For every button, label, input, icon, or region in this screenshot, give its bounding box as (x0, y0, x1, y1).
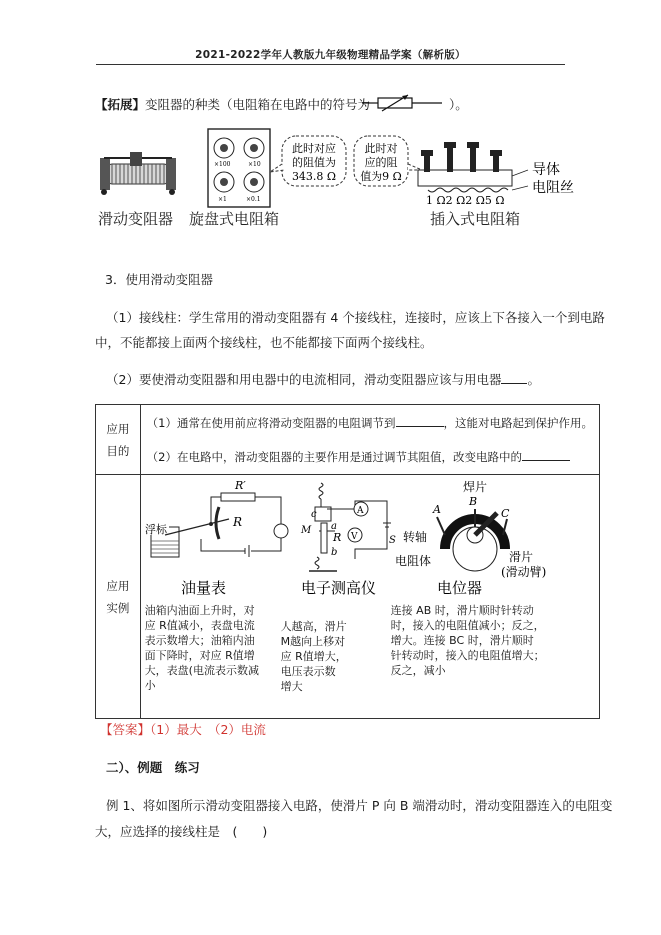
section3-heading: 3．使用滑动变阻器 (105, 272, 213, 287)
height-voltmeter: V (350, 532, 358, 542)
bubble1-line2: 的阻值为 (292, 156, 336, 169)
section3-p2-after: 。 (527, 372, 540, 387)
expand-tag: 【拓展】 (95, 97, 146, 112)
bubble2-line2: 应的阻 (364, 156, 398, 169)
label-examples: 应用 实例 (96, 475, 141, 719)
oil-gauge-diagram (143, 479, 288, 557)
oil-r-label: R (232, 515, 242, 529)
slider-rheostat-image (100, 152, 176, 195)
label-conductor: 导体 (532, 162, 560, 178)
height-meter-diagram (300, 483, 396, 571)
desc-height-meter: 人越高，滑片 M越向上移对 应 R值增大， 电压表示数 增大 (280, 620, 347, 693)
table-row-examples (96, 475, 600, 719)
answer-text: （1）最大 （2）电流 (150, 722, 266, 737)
rheostat-box-symbol (362, 92, 442, 114)
application-table (95, 404, 600, 719)
pot-c-label: C (500, 507, 510, 520)
header-rule (96, 64, 565, 65)
dial-label-10: ×10 (248, 161, 261, 168)
caption-height-meter: 电子测高仪 (300, 579, 376, 597)
height-switch: S (388, 535, 396, 546)
section3-p2 (106, 372, 540, 388)
purpose-content (140, 405, 599, 475)
purpose-1: （1）通常在使用前应将滑动变阻器的电阻调节到 ，这能对电路起到保护作用。 (146, 415, 593, 430)
bubble2-line1: 此时对 (364, 142, 398, 155)
section3-p2-before: （2）要使滑动变阻器和用电器中的电流相同，滑动变阻器应该与用电器 (106, 372, 502, 387)
pot-solder-label: 焊片 (462, 480, 487, 494)
bubble-rotary-value (270, 136, 346, 186)
potentiometer-diagram (395, 479, 546, 579)
dial-label-100: ×100 (214, 161, 231, 168)
section2-heading: 二）、例题 练习 (106, 760, 200, 775)
blank-max[interactable] (396, 415, 444, 427)
height-a-label: a (330, 521, 337, 532)
desc-oil-gauge: 油箱内油面上升时，对 应 R值减小，表盘电流 表示数增大；油箱内油 面下降时，对应 R值增 大，表盘(电流表示数减 小 (144, 604, 259, 692)
label-resistance-wire: 电阻丝 (532, 180, 574, 196)
section3-p1-line1: （1）接线柱：学生常用的滑动变阻器有 4 个接线柱，连接时，应该上下各接入一个到电路 (106, 310, 605, 325)
section3-p1-line2: 中，不能都接上面两个接线柱，也不能都接下面两个接线柱。 (95, 335, 433, 350)
caption-slider-rheostat: 滑动变阻器 (98, 210, 174, 228)
plugin-box-image (418, 142, 574, 207)
oil-float-label: 浮标 (144, 523, 167, 536)
caption-oil-gauge: 油量表 (180, 579, 226, 597)
height-m-label: M (300, 525, 311, 536)
caption-rotary-box: 旋盘式电阻箱 (189, 210, 280, 228)
height-b-label: b (330, 547, 338, 558)
rotary-box-image (208, 129, 270, 207)
example1-line2: 大，应选择的接线柱是 ( ) (95, 824, 268, 839)
height-r-label: R (332, 531, 341, 544)
label-purpose: 应用 目的 (96, 405, 141, 475)
answer-line (100, 722, 266, 738)
rheostat-types-figure (98, 124, 608, 234)
bubble-plugin-value (354, 136, 422, 186)
bubble1-line3: 343.8 Ω (291, 170, 337, 183)
expand-paragraph (95, 97, 370, 113)
expand-text-after: ）。 (449, 97, 468, 112)
answer-tag: 【答案】 (100, 722, 151, 737)
purpose-2: （2）在电路中，滑动变阻器的主要作用是通过调节其阻值，改变电路中的 (147, 449, 593, 465)
page-header: 2021-2022学年人教版九年级物理精品学案（解析版） (195, 49, 466, 61)
oil-r-prime-label: R′ (234, 479, 246, 492)
dial-label-01: ×0.1 (246, 196, 261, 203)
blank-current[interactable] (522, 449, 570, 461)
examples-content (140, 475, 599, 719)
dial-label-1: ×1 (218, 196, 227, 203)
pot-a-label: A (432, 503, 441, 516)
table-row-purpose (96, 405, 600, 475)
height-c-label: c (310, 509, 317, 520)
expand-text-before: 变阻器的种类（电阻箱在电路中的符号为 (145, 97, 371, 112)
blank-connection[interactable] (501, 372, 527, 384)
pot-arm-label: (滑动臂) (500, 565, 547, 579)
pot-shaft-label: 转轴 (402, 530, 427, 544)
bubble1-line1: 此时对应 (292, 142, 336, 155)
caption-plugin-box: 插入式电阻箱 (430, 210, 521, 228)
resistor-values: 1 Ω2 Ω2 Ω5 Ω (426, 194, 505, 207)
examples-figure (141, 479, 597, 599)
pot-body-label: 电阻体 (394, 554, 431, 568)
bubble2-line3: 值为9 Ω (360, 170, 402, 183)
caption-potentiometer: 电位器 (436, 579, 482, 597)
pot-slider-label: 滑片 (508, 550, 533, 564)
example1-line1: 例 1、将如图所示滑动变阻器接入电路，使滑片 P 向 B 端滑动时，滑动变阻器连入的电阻变 (106, 798, 613, 813)
pot-b-label: B (468, 495, 477, 508)
height-ammeter: A (356, 506, 364, 516)
desc-potentiometer: 连接 AB 时，滑片顺时针转动 时，接入的电阻值减小；反之， 增大。连接 BC 时，滑片顺时 针转动时，接入的电阻值增大； 反之，减小 (390, 604, 545, 677)
